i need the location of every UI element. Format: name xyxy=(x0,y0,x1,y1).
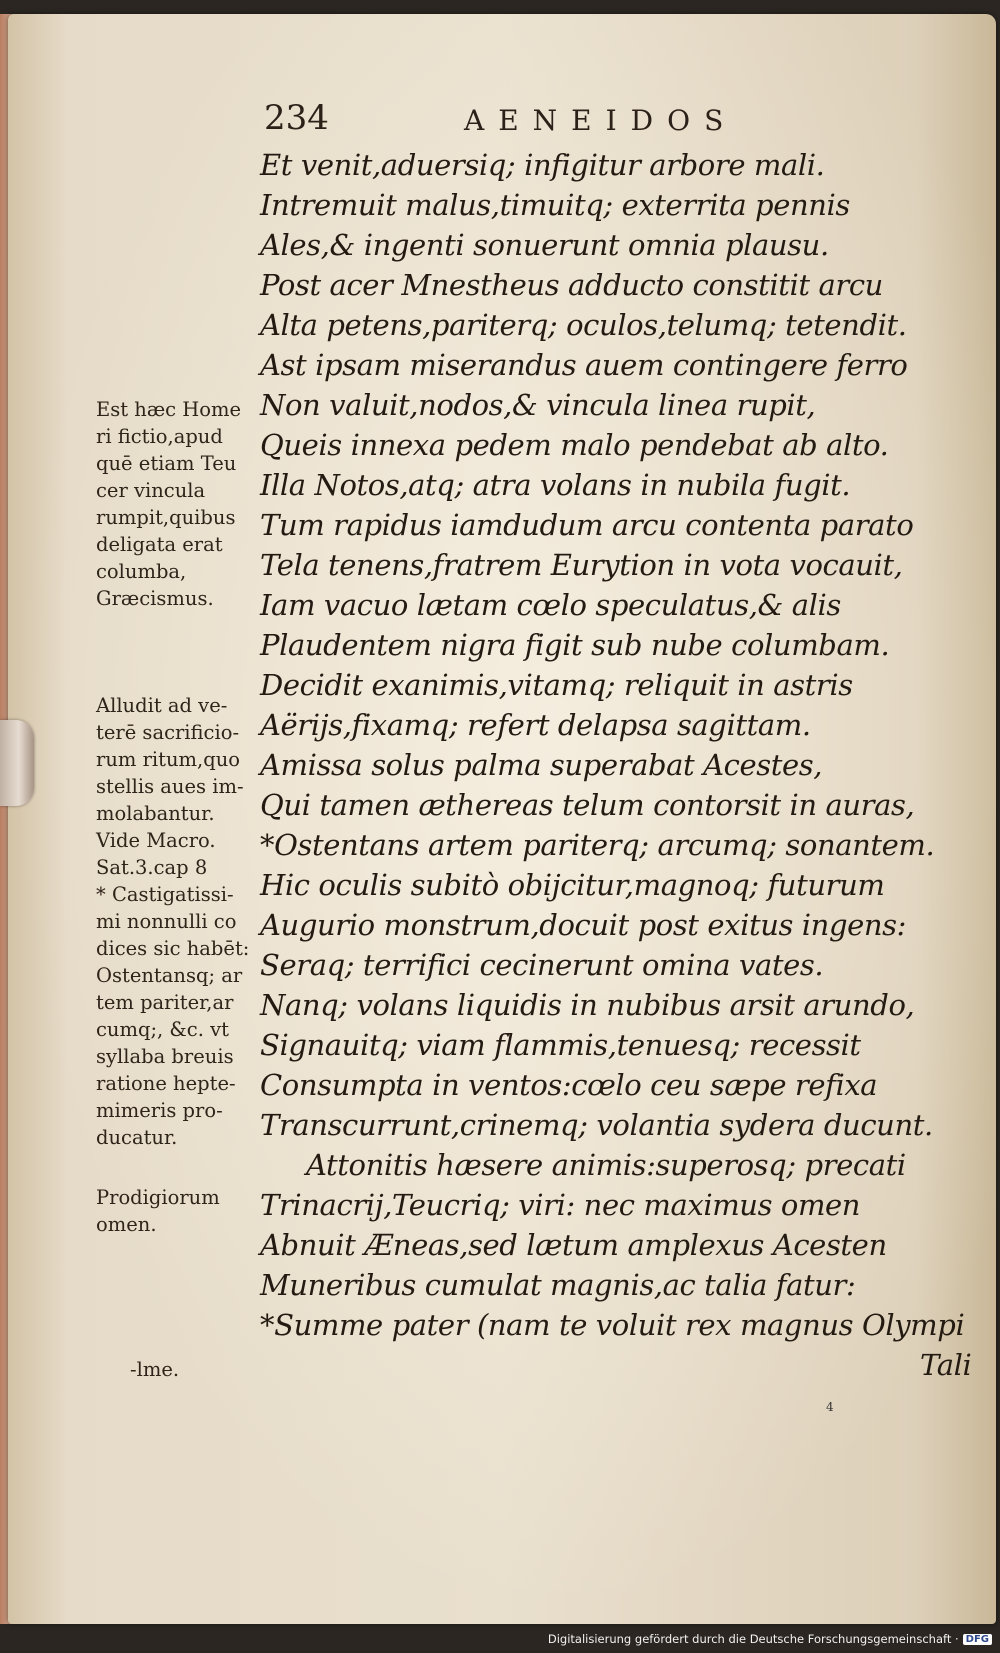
page-header xyxy=(264,98,804,138)
margin-note-line: rum ritum,quo xyxy=(96,748,240,771)
margin-note xyxy=(130,1356,300,1383)
verse-line: Et venit,aduersiq; infigitur arbore mali. xyxy=(260,148,825,182)
margin-note-line: stellis aues im- xyxy=(96,775,244,798)
verse-line: Seraq; terrifici cecinerunt omina vates. xyxy=(260,948,824,982)
margin-note-line: Est hæc Home xyxy=(96,398,242,421)
footer-credit-text: Digitalisierung gefördert durch die Deutsche Forschungsgemeinschaft · xyxy=(547,1632,959,1646)
margin-note-line: ri fictio,apud xyxy=(96,425,223,448)
verse-line: Trinacrij,Teucriq; viri: nec maximus omen xyxy=(260,1188,861,1222)
book-clasp xyxy=(0,720,34,806)
verse-line: Illa Notos,atq; atra volans in nubila fugit. xyxy=(260,468,851,502)
margin-note-line: omen. xyxy=(96,1213,157,1236)
margin-note-line: * Castigatissi- xyxy=(96,883,234,906)
margin-note-line: mi nonnulli co xyxy=(96,910,237,933)
dfg-logo: DFG xyxy=(963,1634,992,1645)
verse-line: Abnuit Æneas,sed lætum amplexus Acesten xyxy=(260,1228,887,1262)
verse-line: Decidit exanimis,vitamq; reliquit in astris xyxy=(260,668,853,702)
margin-note xyxy=(96,1184,266,1238)
margin-note-line: Sat.3.cap 8 xyxy=(96,856,208,879)
margin-note-line: Ostentansq; ar xyxy=(96,964,243,987)
verse-line: Tum rapidus iamdudum arcu contenta parato xyxy=(260,508,914,542)
margin-note-line: cumq;, &c. vt xyxy=(96,1018,229,1041)
verse-line: Iam vacuo lætam cœlo speculatus,& alis xyxy=(260,588,841,622)
verse-line: Hic oculis subitò obijcitur,magnoq; futurum xyxy=(260,868,885,902)
verse-line: Augurio monstrum,docuit post exitus ingens: xyxy=(260,908,907,942)
margin-note-line: quē etiam Teu xyxy=(96,452,237,475)
margin-note-line: dices sic habēt: xyxy=(96,937,250,960)
signature-mark: 4 xyxy=(826,1400,834,1414)
margin-note-line: cer vincula xyxy=(96,479,206,502)
margin-note xyxy=(96,396,266,612)
verse-line: Post acer Mnestheus adducto constitit arcu xyxy=(260,268,883,302)
verse-line: Tela tenens,fratrem Eurytion in vota vocauit, xyxy=(260,548,903,582)
margin-note-line: columba, xyxy=(96,560,187,583)
margin-note-line: syllaba breuis xyxy=(96,1045,234,1068)
margin-note-line: -lme. xyxy=(130,1358,180,1381)
margin-note-line: ducatur. xyxy=(96,1126,178,1149)
verse-line: Intremuit malus,timuitq; exterrita pennis xyxy=(260,188,850,222)
verse-line: Plaudentem nigra figit sub nube columbam. xyxy=(260,628,890,662)
verse-line: Ast ipsam miserandus auem contingere ferro xyxy=(260,348,908,382)
footer-credit xyxy=(548,1631,992,1647)
verse-line: Signauitq; viam flammis,tenuesq; recessit xyxy=(260,1028,861,1062)
verse-line: Qui tamen æthereas telum contorsit in auras, xyxy=(260,788,915,822)
margin-note-line: Vide Macro. xyxy=(96,829,216,852)
margin-note-line: tem pariter,ar xyxy=(96,991,234,1014)
margin-note-line: molabantur. xyxy=(96,802,215,825)
running-head: AENEIDOS xyxy=(464,104,738,137)
verse-line: Ales,& ingenti sonuerunt omnia plausu. xyxy=(260,228,829,262)
verse-line: Aërijs,fixamq; refert delapsa sagittam. xyxy=(260,708,811,742)
catchword: Tali xyxy=(920,1348,972,1382)
verse-line: *Summe pater (nam te voluit rex magnus Olympi xyxy=(260,1308,965,1342)
margin-note-line: Prodigiorum xyxy=(96,1186,220,1209)
margin-note-line: Alludit ad ve- xyxy=(96,694,228,717)
verse-line: Attonitis hæsere animis:superosq; precati xyxy=(306,1148,906,1182)
verse-line: Transcurrunt,crinemq; volantia sydera ducunt. xyxy=(260,1108,933,1142)
verse-line: Queis innexa pedem malo pendebat ab alto. xyxy=(260,428,889,462)
margin-note-line: terē sacrificio- xyxy=(96,721,240,744)
verse-line: *Ostentans artem pariterq; arcumq; sonantem. xyxy=(260,828,935,862)
margin-note-line: mimeris pro- xyxy=(96,1099,223,1122)
margin-note xyxy=(96,692,266,1151)
verse-line: Consumpta in ventos:cœlo ceu sæpe refixa xyxy=(260,1068,878,1102)
margin-note-line: ratione hepte- xyxy=(96,1072,236,1095)
margin-note-line: rumpit,quibus xyxy=(96,506,236,529)
margin-note-line: Græcismus. xyxy=(96,587,214,610)
verse-line: Alta petens,pariterq; oculos,telumq; tetendit. xyxy=(260,308,907,342)
verse-line: Amissa solus palma superabat Acestes, xyxy=(260,748,823,782)
margin-note-line: deligata erat xyxy=(96,533,223,556)
page-number: 234 xyxy=(264,98,329,138)
verse-line: Muneribus cumulat magnis,ac talia fatur: xyxy=(260,1268,856,1302)
verse-line: Non valuit,nodos,& vincula linea rupit, xyxy=(260,388,816,422)
verse-line: Nanq; volans liquidis in nubibus arsit arundo, xyxy=(260,988,915,1022)
